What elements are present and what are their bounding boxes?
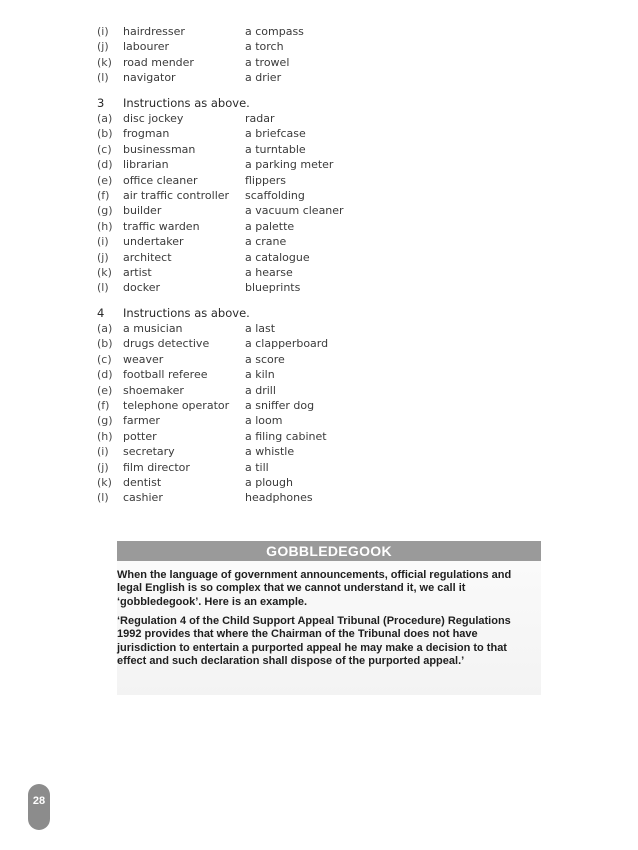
item-label: (g) xyxy=(97,414,113,428)
match-row xyxy=(97,126,417,141)
associated-item: radar xyxy=(245,112,275,125)
item-label: (d) xyxy=(97,368,113,382)
item-label: (k) xyxy=(97,266,112,279)
match-row xyxy=(97,111,417,126)
associated-item: headphones xyxy=(245,491,313,505)
match-row xyxy=(97,70,417,85)
associated-item: a drier xyxy=(245,71,282,85)
item-label: (i) xyxy=(97,235,109,249)
match-row xyxy=(97,280,417,295)
item-label: (a) xyxy=(97,322,113,335)
match-row xyxy=(97,398,417,413)
associated-item: a drill xyxy=(245,383,276,397)
match-row xyxy=(97,321,417,336)
section-number: 4 xyxy=(97,306,105,320)
match-row xyxy=(97,219,417,234)
occupation: librarian xyxy=(123,158,169,172)
item-label: (k) xyxy=(97,55,112,69)
match-row xyxy=(97,383,417,398)
match-row xyxy=(97,352,417,367)
item-label: (e) xyxy=(97,383,113,397)
section-instructions: Instructions as above. xyxy=(123,306,250,320)
match-row xyxy=(97,475,417,490)
associated-item: a trowel xyxy=(245,55,290,69)
associated-item: scaffolding xyxy=(245,189,305,202)
associated-item: a briefcase xyxy=(245,127,306,141)
occupation: navigator xyxy=(123,71,176,85)
match-row xyxy=(97,265,417,280)
occupation: traffic warden xyxy=(123,219,200,233)
occupation: builder xyxy=(123,204,162,218)
item-label: (c) xyxy=(97,352,112,366)
associated-item: a parking meter xyxy=(245,158,334,172)
occupation: film director xyxy=(123,460,190,474)
item-label: (k) xyxy=(97,476,112,489)
associated-item: a torch xyxy=(245,40,284,54)
associated-item: a loom xyxy=(245,414,283,428)
item-label: (l) xyxy=(97,71,109,85)
occupation: architect xyxy=(123,250,172,264)
occupation: businessman xyxy=(123,142,196,156)
match-row xyxy=(97,429,417,444)
match-row xyxy=(97,234,417,249)
associated-item: blueprints xyxy=(245,281,301,295)
gobbledegook-intro: When the language of government announcements, official regulations and legal English is so complex that we cannot understand it, we call it ‘gobbledegook’. Here is an example. xyxy=(117,569,512,608)
item-label: (l) xyxy=(97,281,109,295)
associated-item: a till xyxy=(245,460,269,474)
associated-item: a catalogue xyxy=(245,250,310,264)
occupation: cashier xyxy=(123,491,163,505)
match-row xyxy=(97,142,417,157)
occupation: disc jockey xyxy=(123,112,184,125)
match-row xyxy=(97,250,417,265)
occupation: weaver xyxy=(123,352,164,366)
match-row xyxy=(97,173,417,188)
occupation: hairdresser xyxy=(123,25,185,38)
associated-item: a filing cabinet xyxy=(245,429,327,443)
occupation: labourer xyxy=(123,40,170,54)
occupation: telephone operator xyxy=(123,399,230,412)
associated-item: a vacuum cleaner xyxy=(245,204,344,218)
match-row xyxy=(97,55,417,70)
occupation: docker xyxy=(123,281,161,295)
item-label: (d) xyxy=(97,158,113,172)
match-row xyxy=(97,460,417,475)
item-label: (h) xyxy=(97,219,113,233)
section-4-heading xyxy=(97,305,397,321)
occupation: undertaker xyxy=(123,235,184,249)
occupation: potter xyxy=(123,429,157,443)
occupation: frogman xyxy=(123,127,170,141)
match-row xyxy=(97,490,417,505)
item-label: (j) xyxy=(97,40,109,54)
item-label: (b) xyxy=(97,127,113,141)
item-label: (j) xyxy=(97,250,109,264)
associated-item: a crane xyxy=(245,235,287,249)
occupation: artist xyxy=(123,266,152,279)
associated-item: a last xyxy=(245,322,276,335)
item-label: (b) xyxy=(97,337,113,351)
occupation: dentist xyxy=(123,476,162,489)
item-label: (c) xyxy=(97,142,112,156)
occupation: air traffic controller xyxy=(123,189,230,202)
item-label: (j) xyxy=(97,460,109,474)
occupation: drugs detective xyxy=(123,337,210,351)
occupation: shoemaker xyxy=(123,383,184,397)
associated-item: a turntable xyxy=(245,142,306,156)
occupation: a musician xyxy=(123,322,183,335)
item-label: (a) xyxy=(97,112,113,125)
item-label: (i) xyxy=(97,445,109,459)
item-label: (f) xyxy=(97,399,110,412)
associated-item: a kiln xyxy=(245,368,275,382)
occupation: road mender xyxy=(123,55,194,69)
associated-item: a sniffer dog xyxy=(245,399,315,412)
item-label: (i) xyxy=(97,25,109,38)
section-3-heading xyxy=(97,95,397,111)
match-row xyxy=(97,367,417,382)
associated-item: a palette xyxy=(245,219,295,233)
associated-item: flippers xyxy=(245,173,286,187)
section-number: 3 xyxy=(97,96,105,110)
match-row xyxy=(97,444,417,459)
match-row xyxy=(97,39,417,54)
associated-item: a plough xyxy=(245,476,293,489)
item-label: (f) xyxy=(97,189,110,202)
match-row xyxy=(97,203,417,218)
associated-item: a hearse xyxy=(245,266,293,279)
match-row xyxy=(97,188,417,203)
gobbledegook-title: GOBBLEDEGOOK xyxy=(117,541,541,561)
associated-item: a clapperboard xyxy=(245,337,329,351)
page-number: 28 xyxy=(32,795,46,807)
match-row xyxy=(97,413,417,428)
gobbledegook-example: ‘Regulation 4 of the Child Support Appeal Tribunal (Procedure) Regulations 1992 provides that where the Chairman of the Tribunal does not have jurisdiction to entertain a purported appeal he may make a decision to that effect and such declaration shall dispose of the purported appeal.’ xyxy=(117,615,511,667)
occupation: farmer xyxy=(123,414,160,428)
item-label: (h) xyxy=(97,429,113,443)
occupation: office cleaner xyxy=(123,173,198,187)
match-row xyxy=(97,157,417,172)
occupation: football referee xyxy=(123,368,208,382)
item-label: (l) xyxy=(97,491,109,505)
item-label: (e) xyxy=(97,173,113,187)
associated-item: a compass xyxy=(245,25,304,38)
match-row xyxy=(97,336,417,351)
associated-item: a score xyxy=(245,352,285,366)
associated-item: a whistle xyxy=(245,445,295,459)
page-number-badge xyxy=(28,784,50,830)
match-row xyxy=(97,24,417,39)
section-instructions: Instructions as above. xyxy=(123,96,250,110)
occupation: secretary xyxy=(123,445,175,459)
item-label: (g) xyxy=(97,204,113,218)
